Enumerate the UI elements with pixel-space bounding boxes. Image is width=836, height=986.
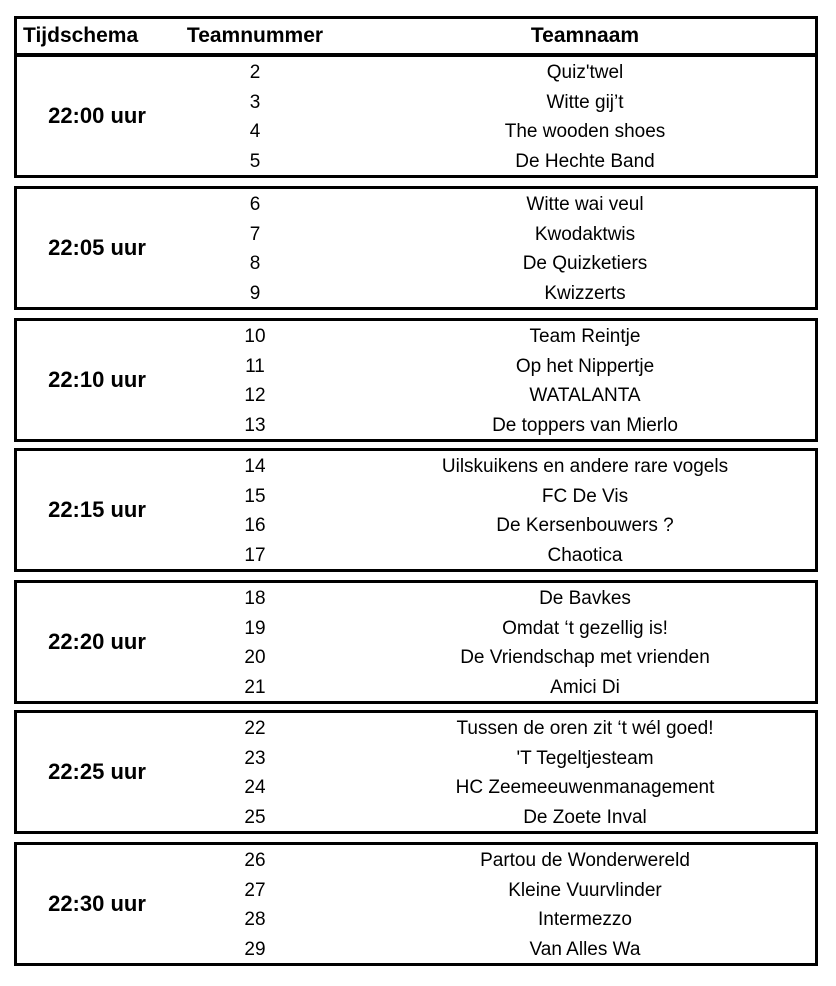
team-number: 16 (244, 515, 266, 536)
team-number: 7 (249, 224, 261, 245)
team-row (17, 673, 815, 703)
team-row (17, 88, 815, 118)
team-name: Uilskuikens en andere rare vogels (441, 456, 729, 477)
time-slot-label: 22:00 uur (48, 103, 146, 128)
team-name: Witte wai veul (526, 194, 644, 215)
team-row (17, 147, 815, 177)
team-row (17, 905, 815, 935)
team-number: 11 (245, 356, 265, 377)
team-row (17, 643, 815, 673)
team-name: Amici Di (550, 677, 620, 698)
team-number: 29 (244, 939, 266, 960)
team-name: De toppers van Mierlo (492, 415, 678, 436)
time-slot-label: 22:10 uur (48, 367, 146, 392)
team-name: Team Reintje (529, 326, 641, 347)
time-slot-group (14, 580, 818, 704)
team-row (17, 614, 815, 644)
time-slot-group (14, 710, 818, 834)
team-row (17, 452, 815, 482)
team-number: 13 (244, 415, 266, 436)
team-name: 'T Tegeltjesteam (516, 748, 654, 769)
time-slot-label: 22:15 uur (48, 497, 146, 522)
team-name: De Zoete Inval (523, 807, 647, 828)
team-name: Partou de Wonderwereld (480, 850, 690, 871)
time-slot-group (14, 448, 818, 572)
team-name: De Quizketiers (522, 253, 648, 274)
time-slot-group (14, 842, 818, 966)
team-row (17, 511, 815, 541)
team-row (17, 322, 815, 352)
team-number: 4 (249, 121, 261, 142)
table-header (14, 16, 818, 56)
team-number: 21 (244, 677, 266, 698)
team-number: 2 (249, 62, 261, 83)
team-number: 12 (244, 385, 266, 406)
team-number: 9 (249, 283, 261, 304)
team-row (17, 58, 815, 88)
team-name: Witte gij’t (546, 92, 624, 113)
team-row (17, 279, 815, 309)
team-number: 22 (244, 718, 266, 739)
team-number: 25 (244, 807, 266, 828)
header-number: Teamnummer (186, 24, 324, 47)
time-slot-label: 22:05 uur (48, 235, 146, 260)
team-row (17, 381, 815, 411)
team-row (17, 935, 815, 965)
time-slot-label: 22:20 uur (48, 629, 146, 654)
team-name: Quiz'twel (546, 62, 624, 83)
team-row (17, 773, 815, 803)
team-row (17, 876, 815, 906)
team-number: 20 (244, 647, 266, 668)
team-number: 26 (244, 850, 266, 871)
team-row (17, 117, 815, 147)
header-time: Tijdschema (23, 24, 139, 47)
team-row (17, 482, 815, 512)
team-name: Kwodaktwis (534, 224, 636, 245)
team-row (17, 190, 815, 220)
team-name: De Hechte Band (515, 151, 655, 172)
team-name: Omdat ‘t gezellig is! (502, 618, 668, 639)
team-number: 14 (244, 456, 266, 477)
team-row (17, 846, 815, 876)
team-row (17, 411, 815, 441)
team-row (17, 714, 815, 744)
team-number: 6 (249, 194, 261, 215)
team-number: 17 (244, 545, 266, 566)
team-row (17, 220, 815, 250)
team-name: Tussen de oren zit ‘t wél goed! (456, 718, 714, 739)
team-name: Intermezzo (538, 909, 632, 930)
team-name: Op het Nippertje (515, 356, 655, 377)
team-name: WATALANTA (529, 385, 641, 406)
team-number: 27 (244, 880, 266, 901)
team-row (17, 584, 815, 614)
time-slot-label: 22:30 uur (48, 891, 146, 916)
team-row (17, 541, 815, 571)
time-slot-label: 22:25 uur (48, 759, 146, 784)
team-name: Chaotica (547, 545, 623, 566)
team-number: 10 (244, 326, 266, 347)
time-slot-group (14, 186, 818, 310)
time-slot-group (14, 318, 818, 442)
team-name: Kwizzerts (544, 283, 626, 304)
team-number: 18 (244, 588, 266, 609)
team-number: 15 (244, 486, 266, 507)
time-slot-group (14, 54, 818, 178)
team-number: 19 (244, 618, 266, 639)
team-name: FC De Vis (541, 486, 629, 507)
team-row (17, 803, 815, 833)
team-row (17, 249, 815, 279)
team-name: HC Zeemeeuwenmanagement (455, 777, 715, 798)
team-row (17, 352, 815, 382)
team-number: 3 (249, 92, 261, 113)
team-number: 5 (249, 151, 261, 172)
team-name: Kleine Vuurvlinder (508, 880, 662, 901)
header-name: Teamnaam (530, 24, 640, 47)
team-name: De Vriendschap met vrienden (460, 647, 710, 668)
team-number: 24 (244, 777, 266, 798)
team-name: De Bavkes (539, 588, 631, 609)
team-number: 23 (244, 748, 266, 769)
team-name: The wooden shoes (504, 121, 666, 142)
team-name: Van Alles Wa (529, 939, 641, 960)
team-name: De Kersenbouwers ? (496, 515, 674, 536)
team-number: 28 (244, 909, 266, 930)
team-row (17, 744, 815, 774)
team-number: 8 (249, 253, 261, 274)
